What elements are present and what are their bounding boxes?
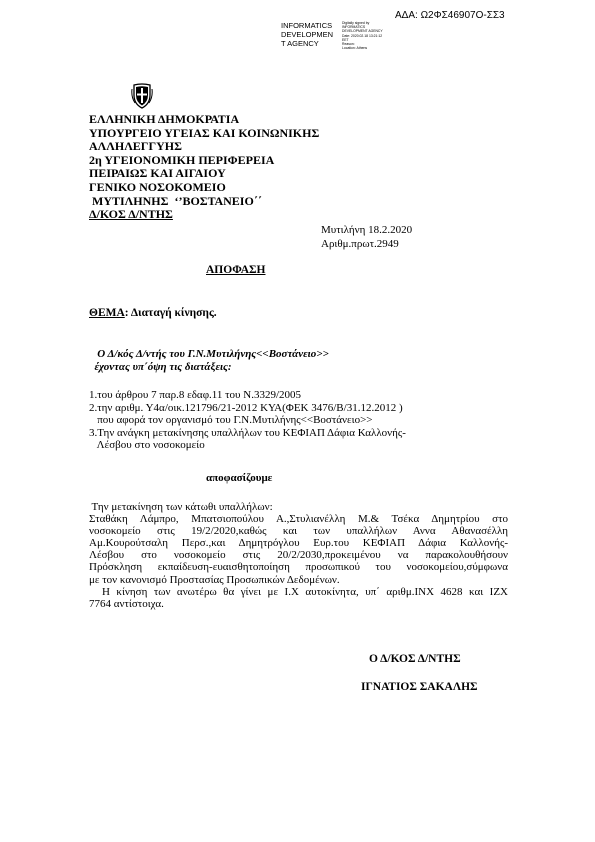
stamp-detail-line: Reason: (342, 42, 355, 47)
stamp-detail-line: Digitally signed by (342, 21, 370, 25)
stamp-detail-line: DEVELOPMENT AGENCY (342, 29, 383, 34)
body-line: Αμ.Κουρούτσαλη Περσ.,και Δημητρόγλου Ευρ.του ΚΕΦΙΑΠ Δάφια Καλλονής- (89, 537, 508, 550)
header-line: ΓΕΝΙΚΟ ΝΟΣΟΚΟΜΕΙΟ (89, 179, 226, 194)
header-line: ΕΛΛΗΝΙΚΗ ΔΗΜΟΚΡΑΤΙΑ (89, 112, 240, 126)
ada-code: ΑΔΑ: Ω2ΦΣ46907Ο-ΣΣ3 (395, 10, 505, 21)
stamp-line: INFORMATICS (281, 21, 333, 30)
body-line: 7764 αντίστοιχα. (89, 597, 164, 610)
document-title: ΑΠΟΦΑΣΗ (206, 264, 266, 276)
header-line: ΑΛΛΗΛΕΓΓΥΗΣ (89, 139, 182, 154)
subject-line (89, 307, 217, 319)
header-line: 2η ΥΓΕΙΟΝΟΜΙΚΗ ΠΕΡΙΦΕΡΕΙΑ (89, 152, 275, 167)
list-item: 3.Την ανάγκη μετακίνησης υπαλλήλων του ΚΕΦΙΑΠ Δάφια Καλλονής- (89, 426, 406, 439)
list-item: Λέσβου στο νοσοκομείο (89, 439, 205, 451)
stamp-detail-line: Location: Athens (342, 46, 368, 51)
body-line: Πρόσκληση εκπαίδευση-ευαισθητοποίηση προσωπικού του νοσοκομείου,σύμφωνα (89, 561, 508, 574)
intro-line: έχοντας υπ΄όψη τις διατάξεις: (89, 361, 232, 373)
stamp-detail-line: Date: 2020.02.18 13:21:12 (342, 33, 383, 38)
decision-heading: αποφασίζουμε (206, 472, 273, 484)
header-line: ΜΥΤΙΛΗΝΗΣ ‘’ΒΟΣΤΑΝΕΙΟ΄΄ (89, 193, 262, 208)
signatory-name: ΙΓΝΑΤΙΟΣ ΣΑΚΑΛΗΣ (361, 681, 478, 693)
place-date: Μυτιλήνη 18.2.2020 (321, 224, 413, 236)
body-line: Λέσβου στο νοσοκομείο στις 20/2/2030,προκειμένου να παρακολουθήσουν (89, 549, 508, 562)
body-line: Η κίνηση των ανωτέρω θα γίνει με Ι.Χ αυτοκίνητα, υπ΄ αριθμ.ΙΝΧ 4628 και ΙΖΧ (89, 585, 508, 598)
provisions-list (89, 389, 406, 452)
body-line: με τον κανονισμό Προστασίας Προσωπικών Δεδομένων. (89, 573, 340, 586)
greek-coat-of-arms-icon (131, 83, 153, 109)
header-line: ΠΕΙΡΑΙΩΣ ΚΑΙ ΑΙΓΑΙΟΥ (89, 166, 226, 181)
list-item: που αφορά τον οργανισμό του Γ.Ν.Μυτιλήνης<<Βοστάνειο>> (89, 414, 373, 426)
subject-label: ΘΕΜΑ (89, 307, 125, 319)
header-line: ΥΠΟΥΡΓΕΙΟ ΥΓΕΙΑΣ ΚΑΙ ΚΟΙΝΩΝΙΚΗΣ (89, 125, 320, 140)
list-item: 1.του άρθρου 7 παρ.8 εδαφ.11 του Ν.3329/2005 (89, 389, 302, 401)
intro-paragraph (89, 348, 329, 374)
body-line: Την μετακίνηση των κάτωθι υπαλλήλων: (89, 501, 273, 513)
protocol-number: Αριθμ.πρωτ.2949 (321, 237, 399, 250)
digital-signature-stamp-label (281, 21, 333, 48)
document-meta (321, 224, 412, 251)
stamp-line: DEVELOPMEN (281, 30, 334, 39)
stamp-detail-line: EET (342, 37, 349, 42)
issuer-header (89, 113, 319, 222)
body-line: Σταθάκη Λάμπρο, Μπατσιοπούλου Α.,Στυλιανέλλη Μ.& Τσέκα Δημητρίου στο (89, 513, 508, 526)
signatory-role: Ο Δ/ΚΟΣ Δ/ΝΤΗΣ (369, 653, 461, 665)
list-item: 2.την αριθμ. Υ4α/οικ.121796/21-2012 ΚΥΑ(ΦΕΚ 3476/Β/31.12.2012 ) (89, 401, 403, 414)
stamp-line: T AGENCY (281, 39, 319, 48)
header-line-department: Δ/ΚΟΣ Δ/ΝΤΗΣ (89, 207, 173, 222)
decision-body (89, 501, 508, 610)
stamp-detail-line: INFORMATICS (342, 25, 366, 30)
subject-text: : Διαταγή κίνησης. (124, 307, 217, 319)
intro-line: Ο Δ/κός Δ/ντής του Γ.Ν.Μυτιλήνης<<Βοστάνειο>> (89, 348, 329, 360)
body-line: νοσοκομείο στις 19/2/2020,καθώς και των υπαλλήλων Αννα Αθανασέλλη (89, 525, 508, 538)
digital-signature-stamp-details (342, 21, 383, 50)
